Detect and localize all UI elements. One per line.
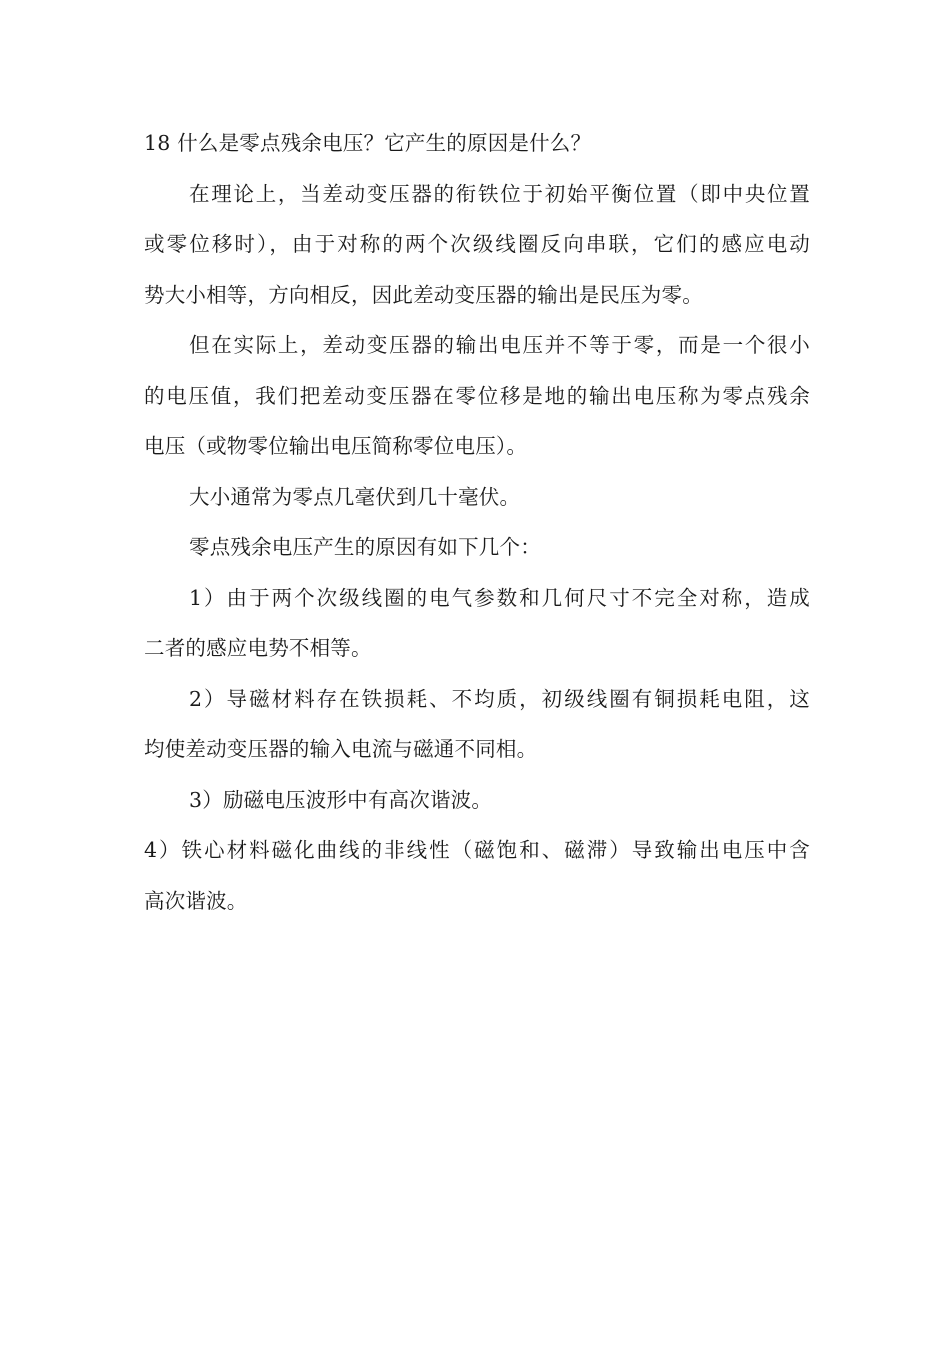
paragraph-line: 在理论上，当差动变压器的衔铁位于初始平衡位置（即中央位置 <box>189 181 810 206</box>
paragraph-line: 但在实际上，差动变压器的输出电压并不等于零，而是一个很小 <box>189 333 810 357</box>
paragraph-line: 高次谐波。 <box>144 888 248 913</box>
cause-item-3: 3）励磁电压波形中有高次谐波。 <box>189 787 493 812</box>
paragraph-magnitude: 大小通常为零点几毫伏到几十毫伏。 <box>189 484 521 509</box>
paragraph-theory <box>144 169 810 321</box>
paragraph-line: 电压（或物零位输出电压简称零位电压）。 <box>144 434 528 458</box>
paragraph-line: 的电压值，我们把差动变压器在零位移是地的输出电压称为零点残余 <box>144 383 810 408</box>
paragraph-line: 1）由于两个次级线圈的电气参数和几何尺寸不完全对称，造成 <box>189 585 810 610</box>
paragraph-line: 4）铁心材料磁化曲线的非线性（磁饱和、磁滞）导致输出电压中含 <box>144 838 810 862</box>
cause-item-4 <box>144 825 810 926</box>
paragraph-practice <box>144 320 810 472</box>
document-body <box>144 118 810 926</box>
question-heading: 18 什么是零点残余电压？它产生的原因是什么？ <box>144 131 592 155</box>
paragraph-line: 或零位移时），由于对称的两个次级线圈反向串联，它们的感应电动 <box>144 232 810 256</box>
paragraph-causes-intro: 零点残余电压产生的原因有如下几个： <box>189 535 541 559</box>
paragraph-line: 势大小相等，方向相反，因此差动变压器的输出是民压为零。 <box>144 282 703 307</box>
paragraph-line: 2）导磁材料存在铁损耗、不均质，初级线圈有铜损耗电阻，这 <box>189 686 810 711</box>
cause-item-1 <box>144 573 810 674</box>
paragraph-line: 均使差动变压器的输入电流与磁通不同相。 <box>144 737 538 761</box>
paragraph-line: 二者的感应电势不相等。 <box>144 636 372 660</box>
cause-item-2 <box>144 674 810 775</box>
